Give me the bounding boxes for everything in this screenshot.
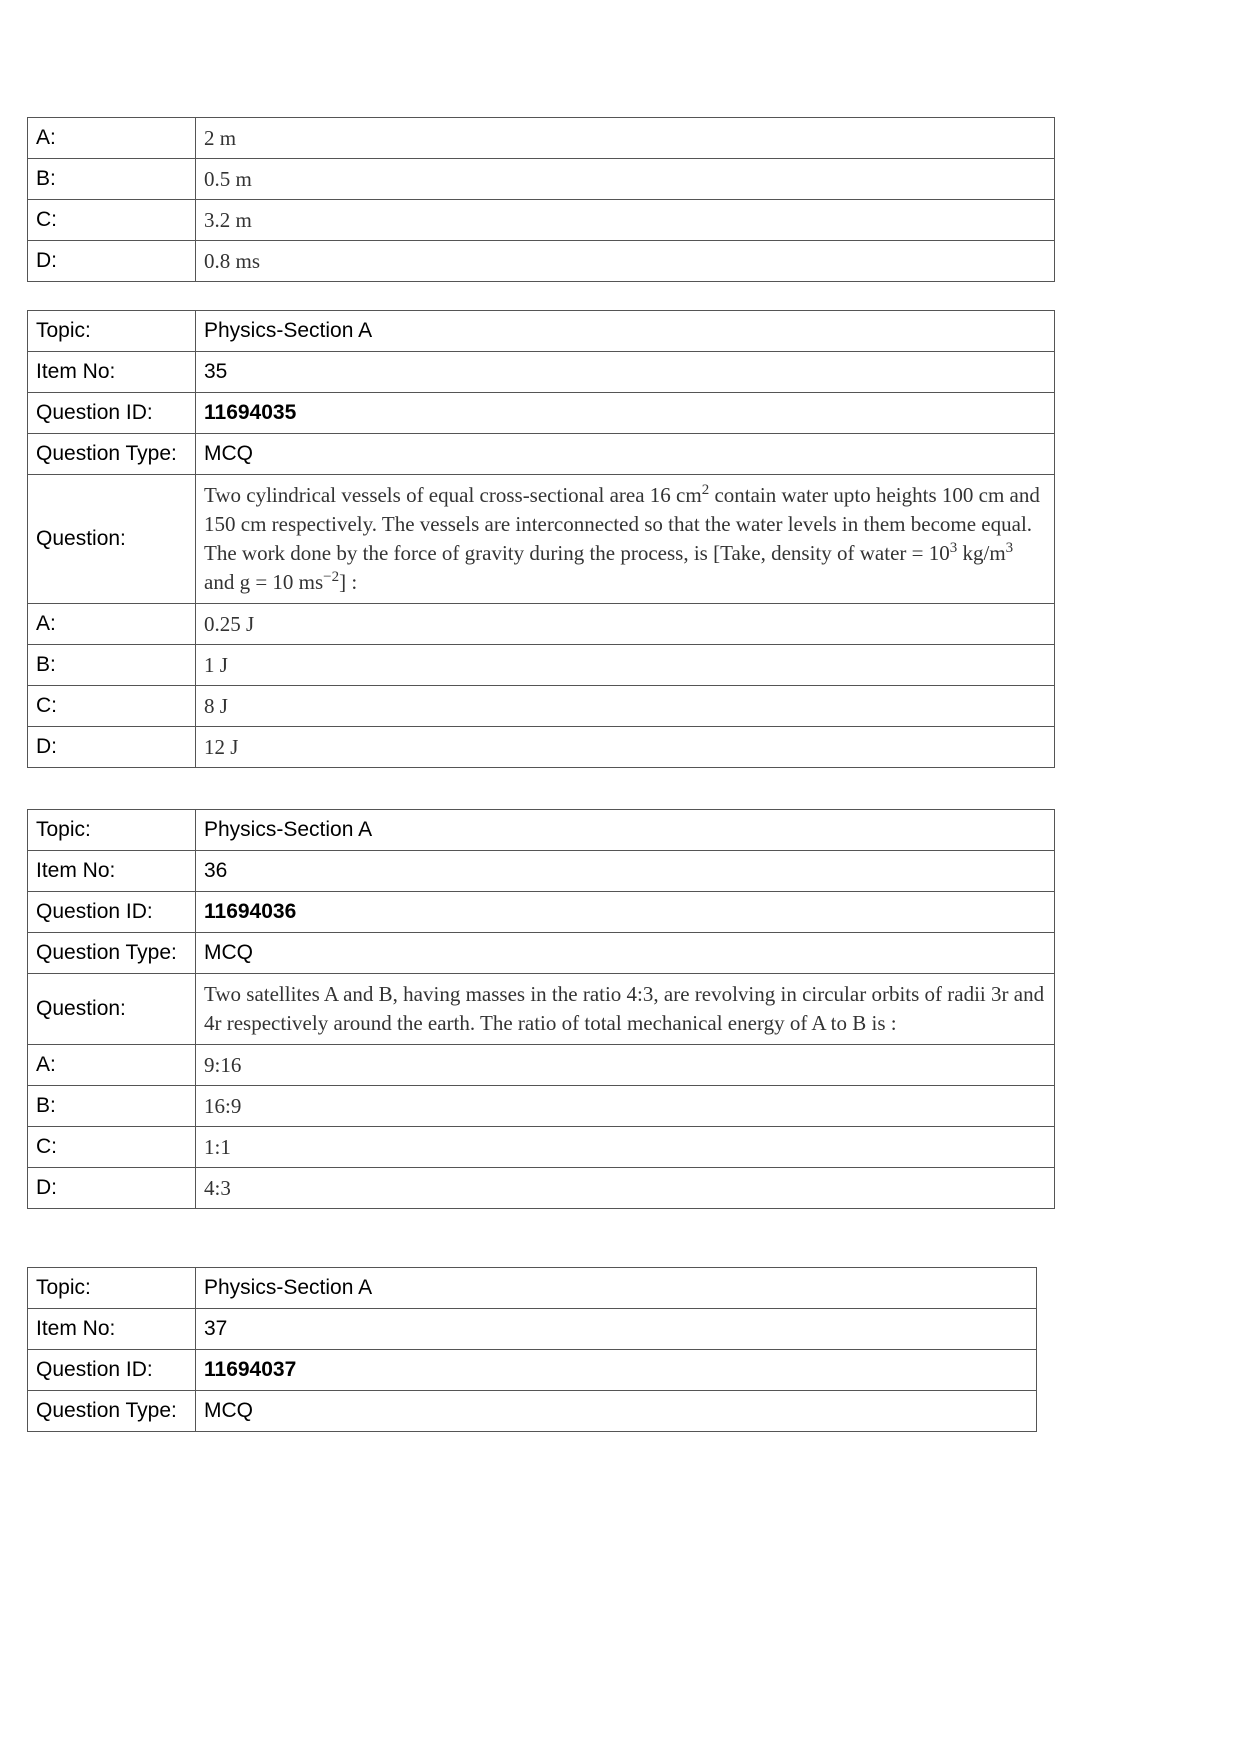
question-text-sup-2: 3 xyxy=(949,540,958,556)
option-c-label: C: xyxy=(28,686,196,727)
question-text-sup-4: −2 xyxy=(323,569,340,585)
topic-row xyxy=(28,311,1055,352)
option-row-a xyxy=(28,1045,1055,1086)
question-row xyxy=(28,974,1055,1045)
topic-value: Physics-Section A xyxy=(196,810,1055,851)
option-b-label: B: xyxy=(28,159,196,200)
question-id-label: Question ID: xyxy=(28,892,196,933)
question-id-label: Question ID: xyxy=(28,393,196,434)
option-d-label: D: xyxy=(28,1168,196,1209)
question-text-part-5: ] : xyxy=(339,570,358,594)
question-id-row xyxy=(28,393,1055,434)
option-a-value: 0.25 J xyxy=(196,604,1055,645)
question-36-table xyxy=(27,809,1055,1209)
option-d-value: 12 J xyxy=(196,727,1055,768)
topic-label: Topic: xyxy=(28,1268,196,1309)
option-b-value: 0.5 m xyxy=(196,159,1055,200)
item-no-label: Item No: xyxy=(28,851,196,892)
option-a-label: A: xyxy=(28,1045,196,1086)
topic-label: Topic: xyxy=(28,810,196,851)
question-type-value: MCQ xyxy=(196,1391,1037,1432)
question-type-row xyxy=(28,1391,1037,1432)
option-row-a xyxy=(28,118,1055,159)
question-text-part-3: kg/m xyxy=(957,541,1006,565)
question-label: Question: xyxy=(28,475,196,604)
option-row-a xyxy=(28,604,1055,645)
option-c-value: 8 J xyxy=(196,686,1055,727)
question-row xyxy=(28,475,1055,604)
question-text-sup-3: 3 xyxy=(1005,540,1014,556)
item-no-row xyxy=(28,1309,1037,1350)
option-d-label: D: xyxy=(28,727,196,768)
option-b-label: B: xyxy=(28,1086,196,1127)
option-c-label: C: xyxy=(28,200,196,241)
question-text-part-2: contain water upto heights 100 cm and 150 cm respectively. The vessels are interconnected so that the water levels in them become equal. The work done by the force of gravity during the process, is [Take, density of water = 10 xyxy=(204,483,1040,565)
option-row-b xyxy=(28,1086,1055,1127)
option-b-value: 16:9 xyxy=(196,1086,1055,1127)
item-no-row xyxy=(28,851,1055,892)
item-no-label: Item No: xyxy=(28,352,196,393)
option-c-value: 3.2 m xyxy=(196,200,1055,241)
topic-row xyxy=(28,810,1055,851)
option-c-label: C: xyxy=(28,1127,196,1168)
item-no-value: 35 xyxy=(196,352,1055,393)
question-type-label: Question Type: xyxy=(28,1391,196,1432)
option-c-value: 1:1 xyxy=(196,1127,1055,1168)
option-row-c xyxy=(28,1127,1055,1168)
question-id-row xyxy=(28,1350,1037,1391)
option-a-label: A: xyxy=(28,604,196,645)
option-d-value: 0.8 ms xyxy=(196,241,1055,282)
topic-value: Physics-Section A xyxy=(196,1268,1037,1309)
question-id-row xyxy=(28,892,1055,933)
topic-label: Topic: xyxy=(28,311,196,352)
question-id-value: 11694037 xyxy=(196,1350,1037,1391)
question-37-table xyxy=(27,1267,1037,1432)
question-type-row xyxy=(28,933,1055,974)
option-row-d xyxy=(28,241,1055,282)
item-no-value: 37 xyxy=(196,1309,1037,1350)
item-no-value: 36 xyxy=(196,851,1055,892)
question-type-row xyxy=(28,434,1055,475)
item-no-label: Item No: xyxy=(28,1309,196,1350)
question-35-table xyxy=(27,310,1055,768)
question-type-label: Question Type: xyxy=(28,933,196,974)
option-b-value: 1 J xyxy=(196,645,1055,686)
option-a-value: 9:16 xyxy=(196,1045,1055,1086)
question-type-value: MCQ xyxy=(196,933,1055,974)
question-type-label: Question Type: xyxy=(28,434,196,475)
topic-value: Physics-Section A xyxy=(196,311,1055,352)
question-id-value: 11694036 xyxy=(196,892,1055,933)
question-text: Two satellites A and B, having masses in the ratio 4:3, are revolving in circular orbits of radii 3r and 4r respectively around the earth. The ratio of total mechanical energy of A to B is : xyxy=(196,974,1055,1045)
item-no-row xyxy=(28,352,1055,393)
question-id-label: Question ID: xyxy=(28,1350,196,1391)
question-label: Question: xyxy=(28,974,196,1045)
question-text-sup-1: 2 xyxy=(701,482,710,498)
option-d-value: 4:3 xyxy=(196,1168,1055,1209)
option-row-d xyxy=(28,727,1055,768)
option-row-c xyxy=(28,686,1055,727)
question-id-value: 11694035 xyxy=(196,393,1055,434)
option-row-d xyxy=(28,1168,1055,1209)
topic-row xyxy=(28,1268,1037,1309)
option-row-c xyxy=(28,200,1055,241)
question-type-value: MCQ xyxy=(196,434,1055,475)
question-text xyxy=(196,475,1055,604)
question-text-part-1: Two cylindrical vessels of equal cross-sectional area 16 cm xyxy=(204,483,702,507)
option-b-label: B: xyxy=(28,645,196,686)
option-d-label: D: xyxy=(28,241,196,282)
option-row-b xyxy=(28,159,1055,200)
option-a-label: A: xyxy=(28,118,196,159)
prev-question-options-table xyxy=(27,117,1055,282)
question-text-part-4: and g = 10 ms xyxy=(204,570,324,594)
option-a-value: 2 m xyxy=(196,118,1055,159)
option-row-b xyxy=(28,645,1055,686)
